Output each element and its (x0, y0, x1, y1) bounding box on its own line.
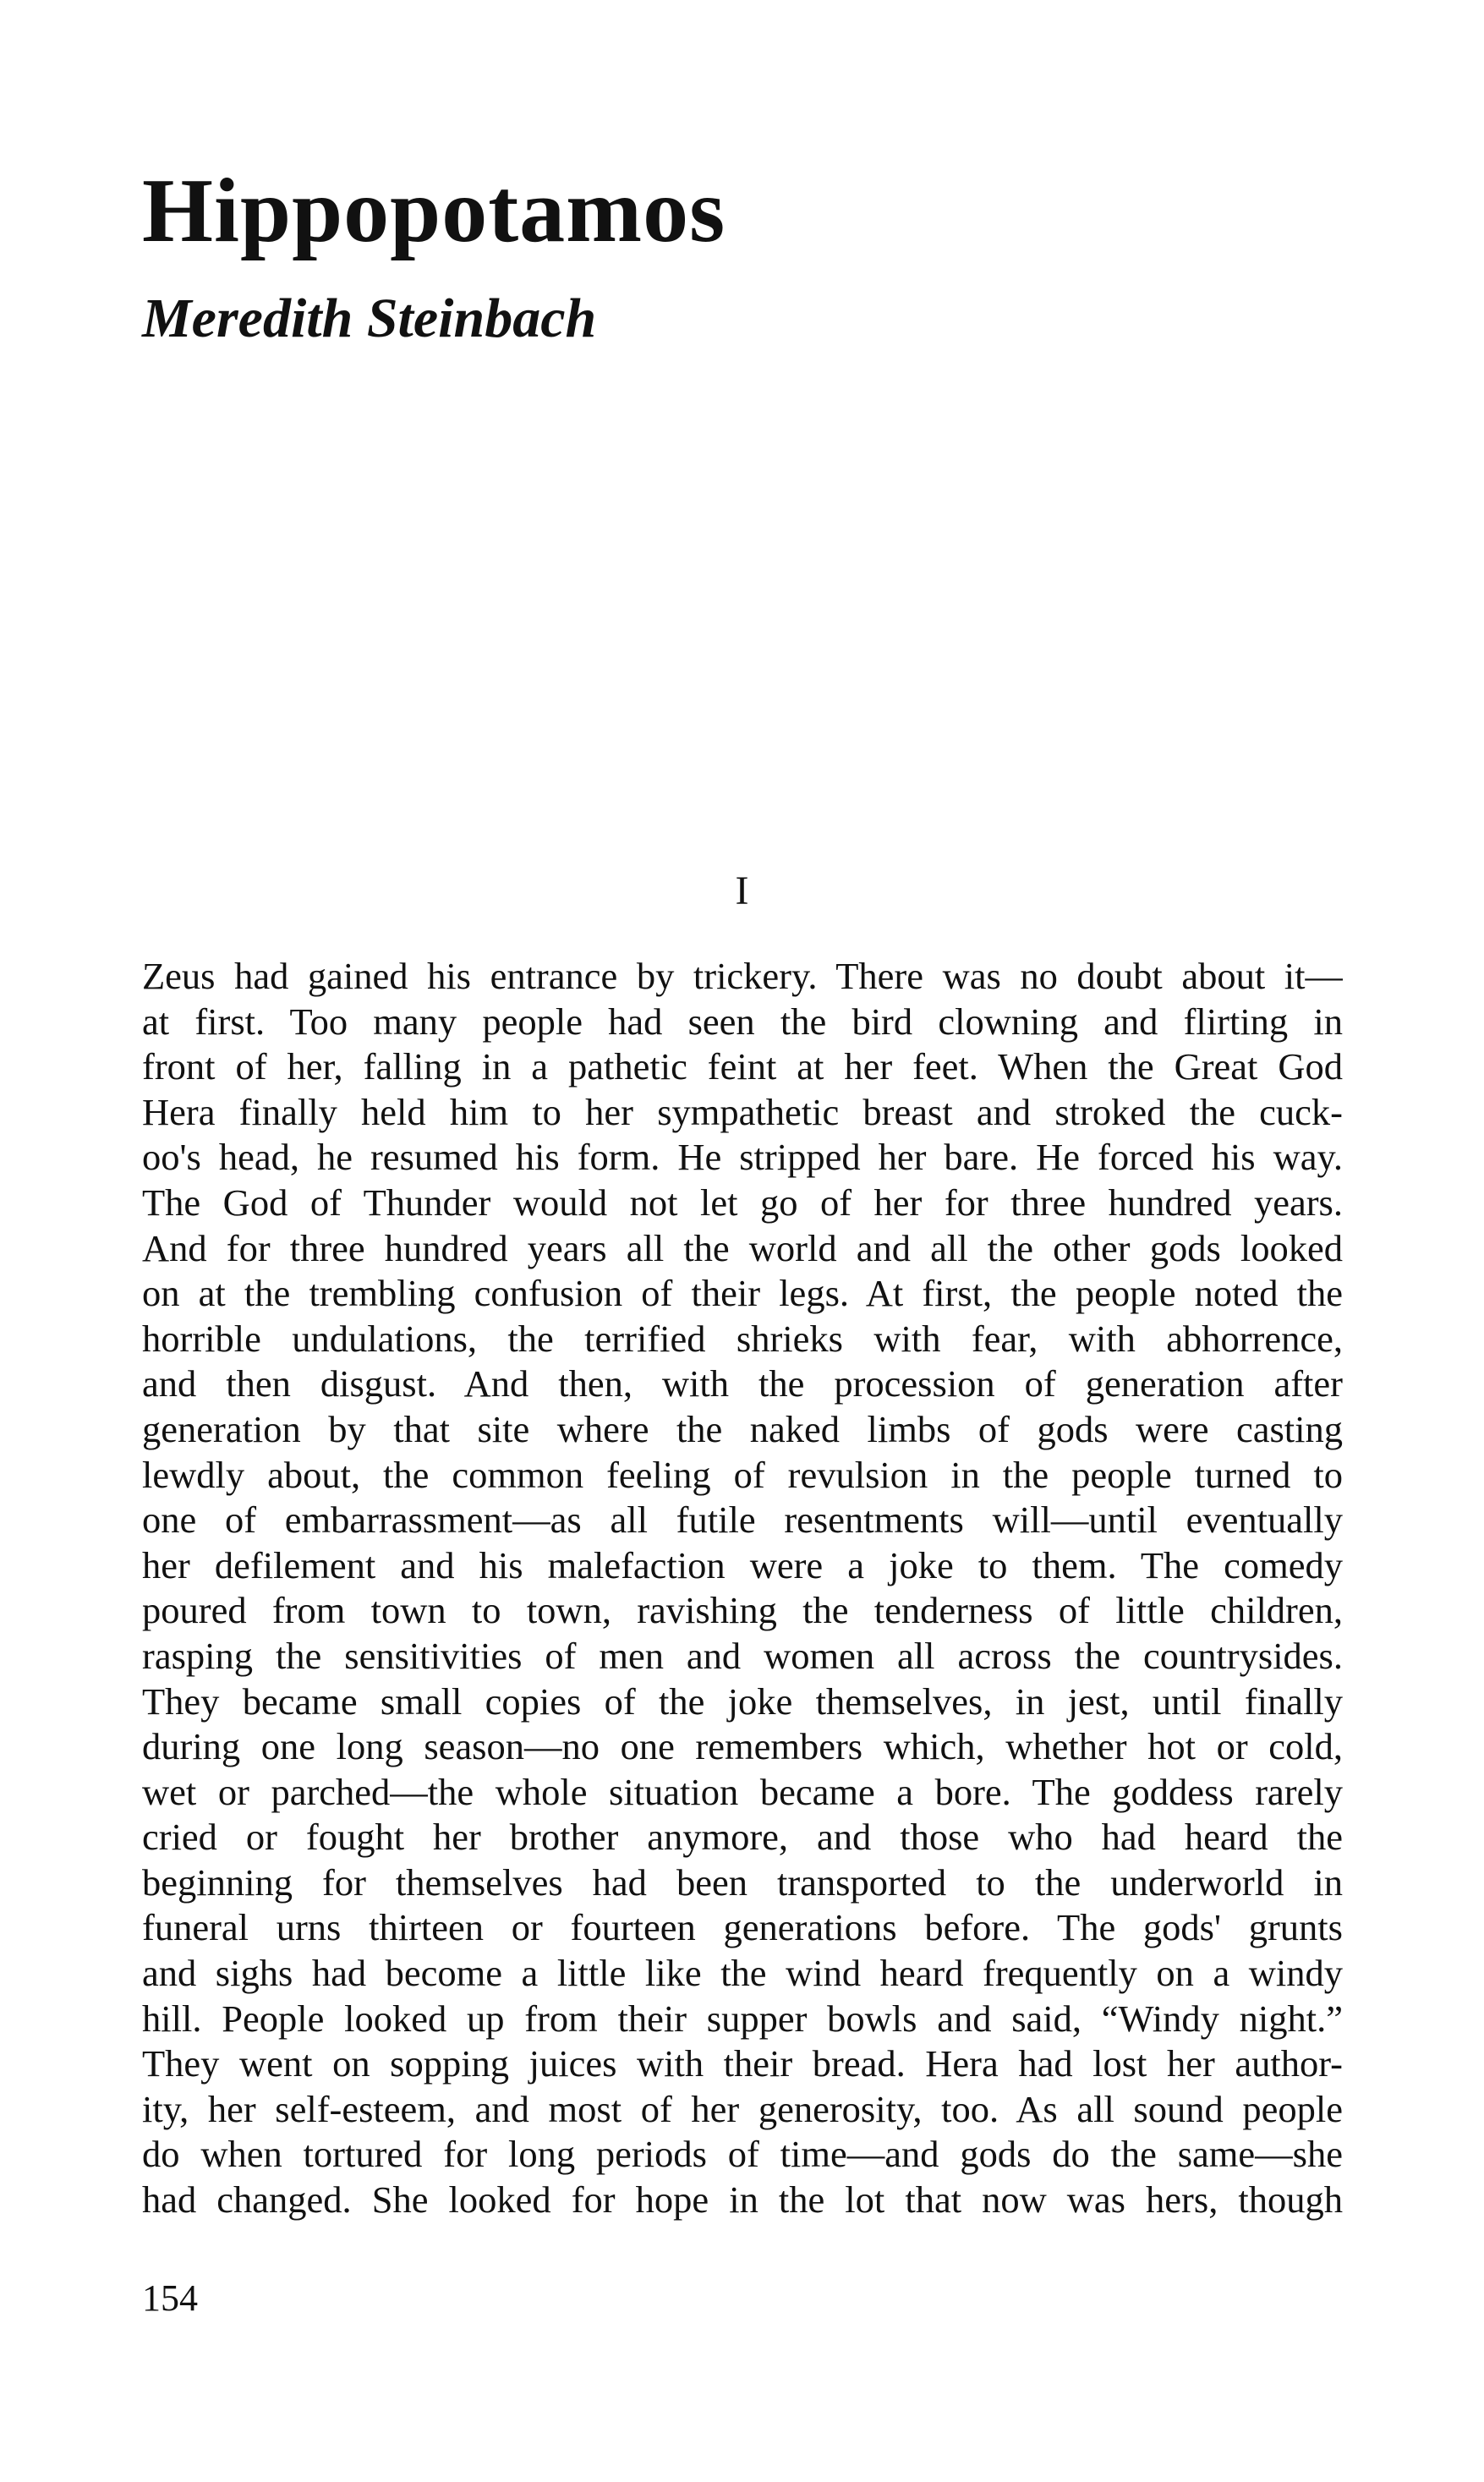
text-line: funeral urns thirteen or fourteen generations before. The gods' grunts (142, 1906, 1343, 1949)
text-line: oo's head, he resumed his form. He stripped her bare. He forced his way. (142, 1136, 1343, 1179)
text-line: The God of Thunder would not let go of her for three hundred years. (142, 1181, 1343, 1224)
text-line: Zeus had gained his entrance by trickery. There was no doubt about it— (142, 955, 1343, 997)
text-line: one of embarrassment—as all futile resentments will—until eventually (142, 1499, 1343, 1542)
body-paragraph (142, 954, 1343, 2223)
text-line: front of her, falling in a pathetic feint at her feet. When the Great God (142, 1045, 1343, 1088)
text-line: horrible undulations, the terrified shrieks with fear, with abhorrence, (142, 1317, 1343, 1360)
text-line: rasping the sensitivities of men and women all across the countrysides. (142, 1634, 1343, 1677)
text-line: lewdly about, the common feeling of revulsion in the people turned to (142, 1453, 1343, 1496)
text-line: cried or fought her brother anymore, and those who had heard the (142, 1816, 1343, 1859)
text-line: beginning for themselves had been transported to the underworld in (142, 1860, 1343, 1904)
text-line: on at the trembling confusion of their legs. At first, the people noted the (142, 1272, 1343, 1315)
author-name: Meredith Steinbach (142, 288, 597, 349)
text-line: poured from town to town, ravishing the tenderness of little children, (142, 1589, 1343, 1632)
text-line: during one long season—no one remembers which, whether hot or cold, (142, 1725, 1343, 1768)
text-line: Hera finally held him to her sympathetic breast and stroked the cuck- (142, 1090, 1343, 1133)
text-line: and then disgust. And then, with the procession of generation after (142, 1362, 1343, 1405)
text-line: generation by that site where the naked limbs of gods were casting (142, 1407, 1343, 1450)
story-title: Hippopotamos (142, 161, 726, 261)
text-line: at first. Too many people had seen the bird clowning and flirting in (142, 1000, 1343, 1043)
text-line: They went on sopping juices with their bread. Hera had lost her author- (142, 2042, 1343, 2085)
text-line: They became small copies of the joke themselves, in jest, until finally (142, 1679, 1343, 1723)
text-line: and sighs had become a little like the wind heard frequently on a windy (142, 1952, 1343, 1995)
text-line: had changed. She looked for hope in the lot that now was hers, though (142, 2178, 1343, 2222)
text-line: ity, her self-esteem, and most of her generosity, too. As all sound people (142, 2087, 1343, 2130)
text-line: do when tortured for long periods of time—and gods do the same—she (142, 2133, 1343, 2176)
text-line: hill. People looked up from their supper bowls and said, “Windy night.” (142, 1997, 1343, 2040)
text-line: wet or parched—the whole situation became a bore. The goddess rarely (142, 1770, 1343, 1813)
text-line: And for three hundred years all the world and all the other gods looked (142, 1226, 1343, 1269)
page-number: 154 (142, 2277, 198, 2319)
text-line: her defilement and his malefaction were a joke to them. The comedy (142, 1543, 1343, 1586)
section-number: I (735, 868, 749, 913)
